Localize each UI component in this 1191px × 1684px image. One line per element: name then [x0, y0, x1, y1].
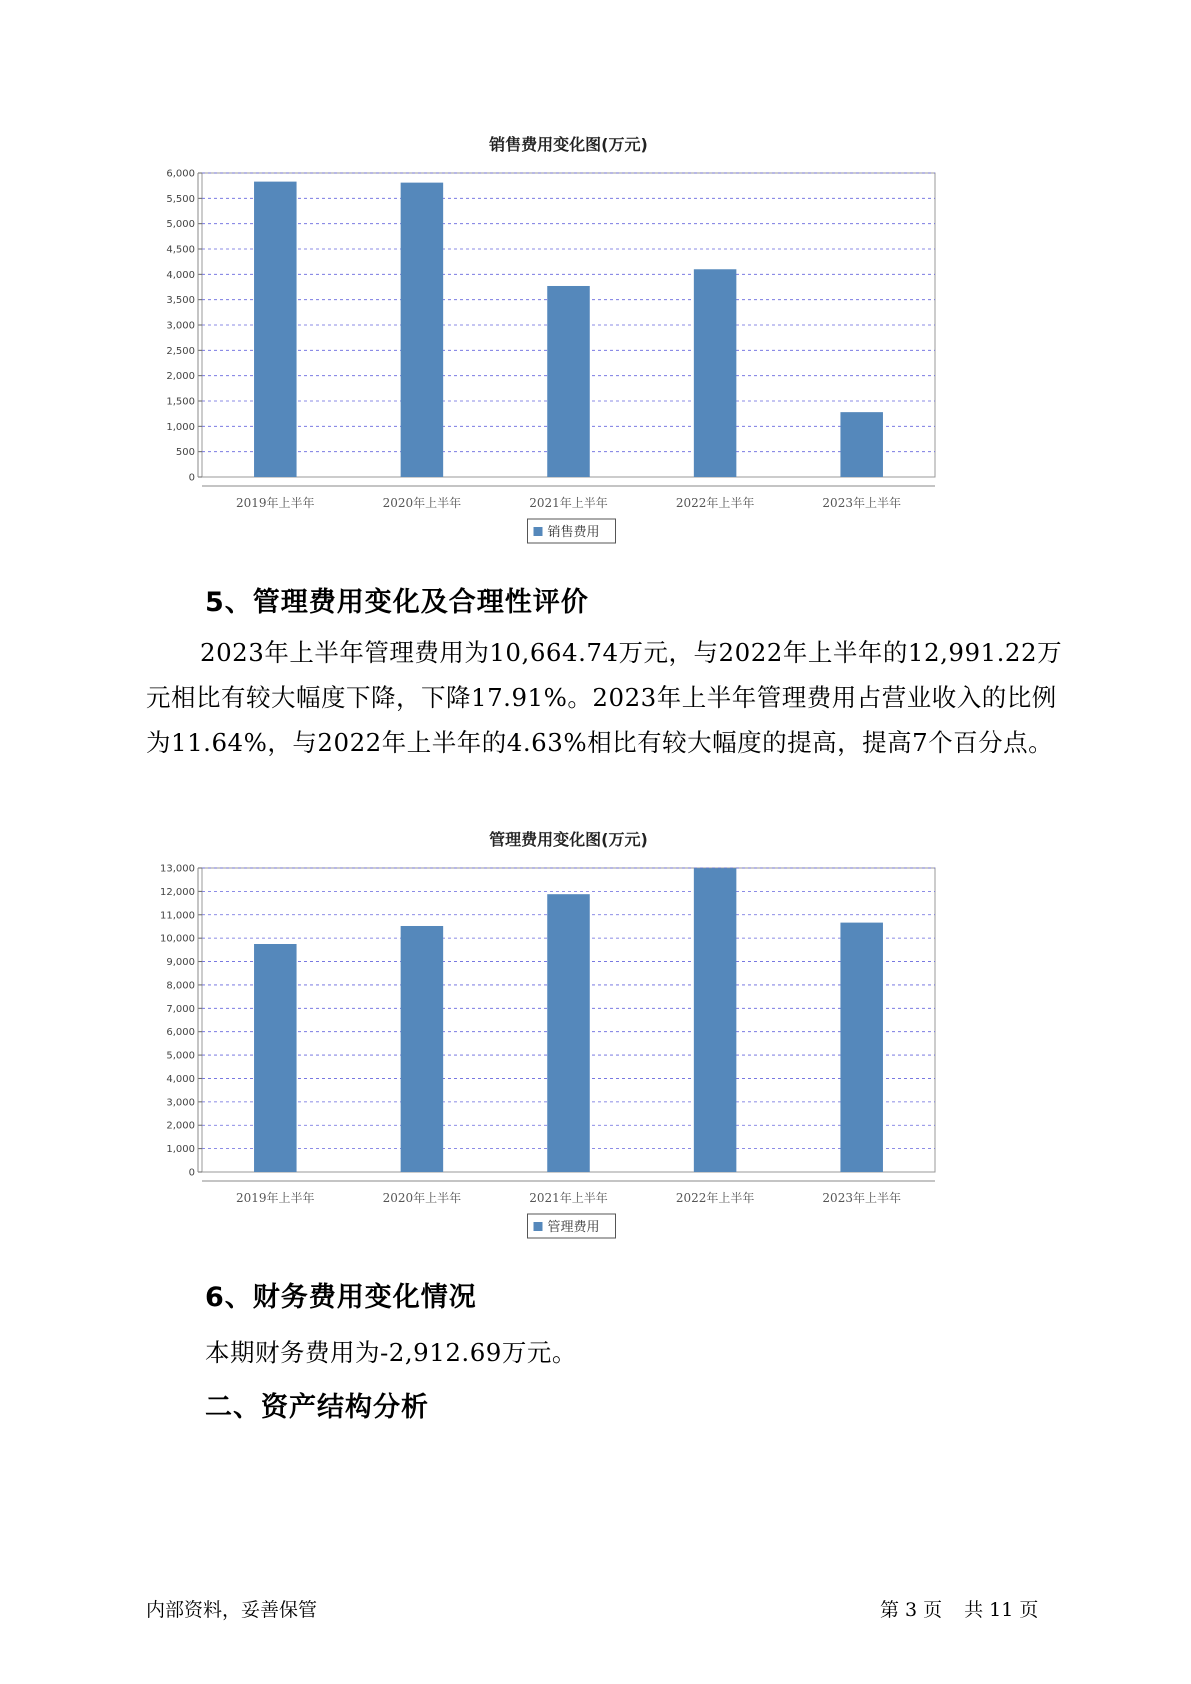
bar: [254, 944, 297, 1172]
x-tick-label: 2019年上半年: [236, 1191, 315, 1205]
x-tick-label: 2022年上半年: [675, 1191, 755, 1205]
x-tick-label: 2021年上半年: [529, 496, 608, 510]
x-tick-label: 2019年上半年: [236, 496, 315, 510]
footer-total-num: 11: [989, 1599, 1014, 1621]
y-tick-label: 2,000: [166, 1120, 195, 1132]
y-tick-label: 1,000: [166, 421, 195, 433]
y-tick-label: 7,000: [166, 1003, 195, 1015]
bar: [694, 269, 737, 477]
y-tick-label: 500: [175, 447, 195, 459]
y-tick-label: 2,000: [166, 371, 195, 383]
bar: [694, 868, 737, 1172]
x-tick-label: 2020年上半年: [382, 496, 462, 510]
y-tick-label: 6,000: [166, 168, 195, 180]
bar: [840, 923, 883, 1172]
y-tick-label: 3,000: [166, 1097, 195, 1109]
y-tick-label: 6,000: [166, 1027, 195, 1039]
y-tick-label: 1,000: [166, 1144, 195, 1156]
sales-expense-chart-svg: [160, 128, 1040, 548]
y-tick-label: 4,000: [166, 269, 195, 281]
y-tick-label: 0: [188, 472, 195, 484]
x-tick-label: 2023年上半年: [822, 1191, 901, 1205]
sales-expense-chart: [160, 128, 1040, 548]
y-tick-label: 5,000: [166, 219, 195, 231]
y-tick-label: 0: [188, 1167, 195, 1179]
footer-page-num: 3: [905, 1599, 918, 1621]
x-tick-label: 2021年上半年: [529, 1191, 608, 1205]
y-tick-label: 8,000: [166, 980, 195, 992]
y-tick-label: 11,000: [160, 910, 195, 922]
footer-total-prefix: 共: [964, 1599, 984, 1621]
bar: [401, 926, 444, 1172]
y-tick-label: 12,000: [160, 886, 195, 898]
bar: [254, 182, 297, 477]
y-tick-label: 1,500: [166, 396, 195, 408]
y-tick-label: 13,000: [160, 863, 195, 875]
x-tick-label: 2023年上半年: [822, 496, 901, 510]
y-tick-label: 3,500: [166, 295, 195, 307]
footer-total-unit: 页: [1019, 1599, 1039, 1621]
legend: [528, 1214, 616, 1238]
y-tick-label: 9,000: [166, 957, 195, 969]
footer-confidential: 内部资料，妥善保管: [146, 1599, 318, 1621]
legend-swatch: [534, 1222, 543, 1231]
y-tick-label: 5,500: [166, 193, 195, 205]
legend-label: 管理费用: [547, 1220, 600, 1235]
section6-heading: 6、财务费用变化情况: [205, 1282, 477, 1313]
bar: [547, 894, 590, 1172]
y-tick-label: 10,000: [160, 933, 195, 945]
y-tick-label: 3,000: [166, 320, 195, 332]
footer-page-prefix: 第: [880, 1599, 900, 1621]
y-tick-label: 4,000: [166, 1073, 195, 1085]
admin-expense-chart: [160, 823, 1040, 1243]
footer-page-info: [880, 1595, 1044, 1622]
x-tick-label: 2022年上半年: [675, 496, 755, 510]
section5-paragraph: 2023年上半年管理费用为10,664.74万元，与2022年上半年的12,991.22万元相比有较大幅度下降，下降17.91%。2023年上半年管理费用占营业收入的比例为11.64%，与2022年上半年的4.63%相比有较大幅度的提高，提高7个百分点。: [146, 638, 1063, 757]
bar: [547, 286, 590, 477]
x-tick-label: 2020年上半年: [382, 1191, 462, 1205]
chart-title: 销售费用变化图(万元): [489, 135, 648, 154]
section-two-heading: 二、资产结构分析: [205, 1392, 429, 1423]
legend-label: 销售费用: [547, 525, 600, 540]
chart-title: 管理费用变化图(万元): [489, 830, 648, 849]
y-tick-label: 5,000: [166, 1050, 195, 1062]
y-tick-label: 2,500: [166, 345, 195, 357]
footer-page-unit: 页: [923, 1599, 943, 1621]
legend: [528, 519, 616, 543]
legend-swatch: [534, 527, 543, 536]
section5-heading: 5、管理费用变化及合理性评价: [205, 587, 589, 618]
y-tick-label: 4,500: [166, 244, 195, 256]
section6-paragraph: 本期财务费用为-2,912.69万元。: [205, 1338, 577, 1367]
bar: [840, 412, 883, 477]
admin-expense-chart-svg: [160, 823, 1040, 1243]
bar: [401, 183, 444, 477]
